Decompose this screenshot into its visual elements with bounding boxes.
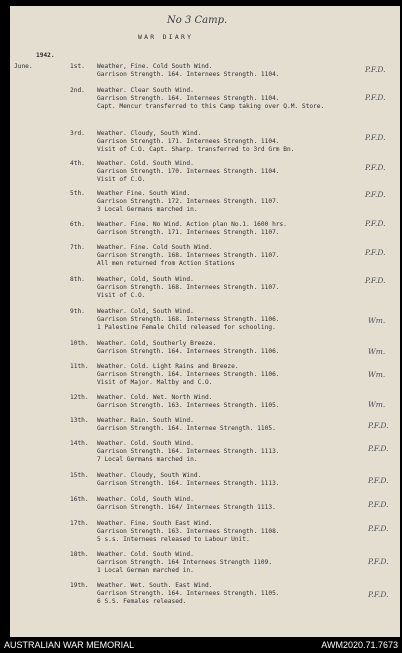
entry-line: Weather. Cold. South Wind. — [97, 551, 194, 558]
footer-source: AUSTRALIAN WAR MEMORIAL — [4, 640, 135, 650]
footer-bar — [0, 637, 402, 653]
entry-line: Garrison Strength. 164. Internees Strength. 1113. — [97, 480, 280, 487]
entry-day: 8th. — [70, 276, 85, 283]
initials-signature: P.F.D. — [365, 190, 386, 199]
entry-line: Weather. Cold, South Wind. — [97, 496, 194, 503]
diary-entry — [10, 87, 400, 127]
entry-day: 17th. — [70, 520, 89, 527]
entry-line: Garrison Strength. 164. Internee Strength. 1105. — [97, 425, 276, 432]
initials-signature: Wm. — [368, 370, 386, 379]
entry-line: Garrison Strength. 168. Internees Strength. 1107. — [97, 284, 280, 291]
initials-signature: Wm. — [368, 316, 386, 325]
initials-signature: P.F.D. — [368, 590, 389, 599]
entry-line: Garrison Strength. 164 Internees Strength 1109. — [97, 559, 273, 566]
entry-line: Visit of C.O. — [97, 176, 146, 183]
entry-line: Weather. Fine. South East Wind. — [97, 520, 213, 527]
entry-line: 6 S.S. Females released. — [97, 598, 187, 605]
initials-signature: P.F.D. — [365, 65, 386, 74]
entry-day: 10th. — [70, 340, 89, 347]
footer-accession-number: AWM2020.71.7673 — [321, 640, 398, 650]
entry-line: Garrison Strength. 164. Internees Strength. 1106. — [97, 348, 280, 355]
entry-line: Weather. Cold. South Wind. — [97, 440, 194, 447]
entry-line: Visit of C.O. — [97, 292, 146, 299]
entry-line: Garrison Strength. 163. Internees Strength. 1108. — [97, 528, 280, 535]
entry-line: 7 Local Germans marched in. — [97, 456, 198, 463]
entry-line: Weather. Cold. South Wind. — [97, 160, 194, 167]
entry-line: Weather. Fine. No Wind. Action plan No.1. 1600 hrs. — [97, 221, 287, 228]
entry-line: Weather. Wet. South. East Wind. — [97, 582, 213, 589]
entry-day: 9th. — [70, 308, 85, 315]
entry-line: Garrison Strength. 164. Internees Strength. 1106. — [97, 371, 280, 378]
entry-line: Garrison Strength. 164. Internees Strength. 1104. — [97, 95, 280, 102]
entry-line: Garrison Strength. 164. Internees Strength. 1104. — [97, 71, 280, 78]
year-label: 1942. — [36, 52, 55, 59]
entry-day: 3rd. — [70, 130, 85, 137]
diary-heading: WAR DIARY — [138, 33, 194, 41]
initials-signature: P.F.D. — [365, 248, 386, 257]
initials-signature: P.F.D. — [368, 421, 389, 430]
entry-line: Garrison Strength. 171. Internees Strength. 1104. — [97, 138, 280, 145]
entry-line: 1 Local German marched in. — [97, 567, 194, 574]
entry-line: Garrison Strength. 170. Internees Strength. 1104. — [97, 168, 280, 175]
initials-signature: P.F.D. — [368, 500, 389, 509]
diary-entry — [10, 582, 400, 622]
entry-line: Weather. Cold, Southerly Breeze. — [97, 340, 217, 347]
entry-line: 1 Palestine Female Child released for schooling. — [97, 324, 276, 331]
entry-line: Garrison Strength. 163. Internees Strength. 1105. — [97, 402, 280, 409]
entry-day: 4th. — [70, 160, 85, 167]
entry-line: Visit of Major. Maltby and C.O. — [97, 379, 213, 386]
initials-signature: P.F.D. — [365, 163, 386, 172]
entry-day: 12th. — [70, 394, 89, 401]
entry-day: 16th. — [70, 496, 89, 503]
entry-line: Weather. Cold, South Wind. — [97, 308, 194, 315]
initials-signature: Wm. — [368, 347, 386, 356]
entry-line: Weather. Fine. Cold South Wind. — [97, 244, 213, 251]
initials-signature: P.F.D. — [368, 444, 389, 453]
entry-line: Weather, Fine. Cold South Wind. — [97, 63, 213, 70]
entry-line: Weather. Rain. South Wind. — [97, 417, 194, 424]
entry-line: Weather. Cold. Wet. North Wind. — [97, 394, 213, 401]
entry-line: Garrison Strength. 164/ Internees Strength 1113. — [97, 504, 276, 511]
initials-signature: P.F.D. — [365, 133, 386, 142]
entry-line: Garrison Strength. 164. Internees Strength. 1113. — [97, 448, 280, 455]
entry-line: Visit of C.O. Capt. Sharp. transferred to 3rd Grm Bn. — [97, 146, 295, 153]
entry-line: Weather Fine. South Wind. — [97, 190, 191, 197]
entry-day: 14th. — [70, 440, 89, 447]
entry-line: Garrison Strength. 172. Internees Strength. 1107. — [97, 198, 280, 205]
entry-line: Garrison Strength. 171. Internees Strength. 1107. — [97, 229, 280, 236]
initials-signature: P.F.D. — [365, 93, 386, 102]
entry-line: 3 Local Germans marched in. — [97, 206, 198, 213]
entry-line: Weather. Cloudy, South Wind. — [97, 472, 202, 479]
entry-line: All men returned from Action Stations — [97, 260, 235, 267]
entry-line: Garrison Strength. 168. Internees Strength. 1107. — [97, 252, 280, 259]
initials-signature: P.F.D. — [368, 524, 389, 533]
entry-line: Weather. Clear South Wind. — [97, 87, 194, 94]
entry-day: 5th. — [70, 190, 85, 197]
entry-line: Garrison Strength. 168. Interness Strength. 1106. — [97, 316, 280, 323]
entry-line: 5 s.s. Internees released to Labour Unit. — [97, 536, 250, 543]
entry-line: Capt. Mencur transferred to this Camp taking over Q.M. Store. — [97, 103, 325, 110]
diary-page — [10, 6, 400, 637]
entry-day: 18th. — [70, 551, 89, 558]
initials-signature: P.F.D. — [368, 476, 389, 485]
entry-line: Weather. Cloudy, South Wind. — [97, 130, 202, 137]
initials-signature: P.F.D. — [365, 276, 386, 285]
entry-line: Garrison Strength. 164. Internees Strength. 1105. — [97, 590, 280, 597]
entry-day: 15th. — [70, 472, 89, 479]
entry-day: 2nd. — [70, 87, 85, 94]
initials-signature: P.F.D. — [368, 557, 389, 566]
entry-line: Weather, Cold, South Wind. — [97, 276, 194, 283]
entry-day: 7th. — [70, 244, 85, 251]
month-label: June. — [14, 63, 33, 70]
initials-signature: Wm. — [368, 400, 386, 409]
entry-day: 13th. — [70, 417, 89, 424]
entry-day: 19th. — [70, 582, 89, 589]
entry-day: 6th. — [70, 221, 85, 228]
initials-signature: P.F.D. — [365, 219, 386, 228]
entry-line: Weather. Cold. Light Rains and Breeze. — [97, 363, 239, 370]
entry-day: 11th. — [70, 363, 89, 370]
entry-day: 1st. — [70, 63, 85, 70]
handwritten-title: No 3 Camp. — [167, 15, 228, 26]
